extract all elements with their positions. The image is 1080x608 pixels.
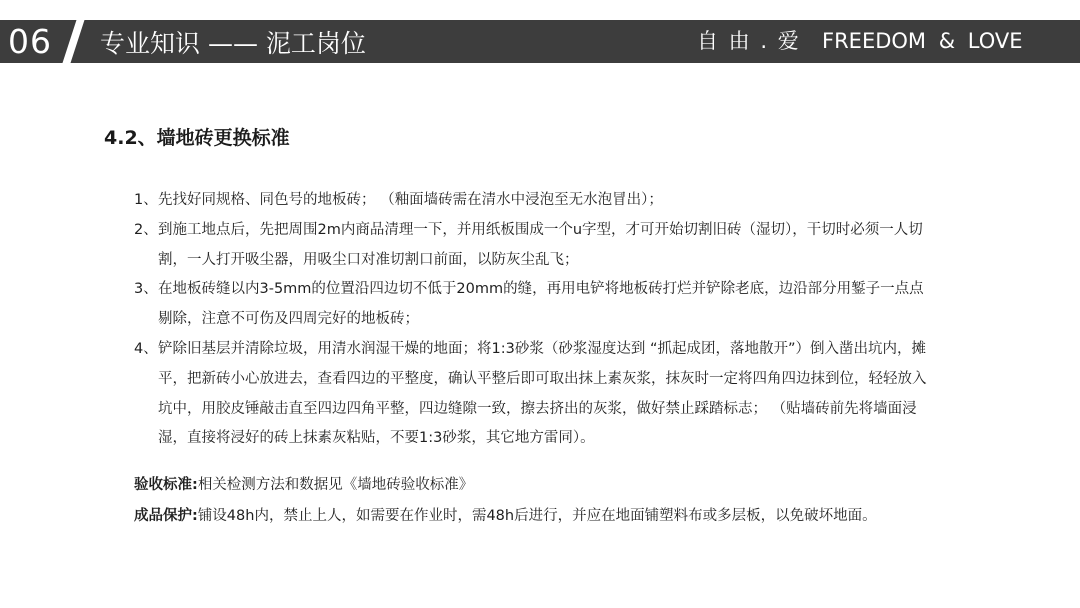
step-item bbox=[134, 335, 934, 454]
motto-chinese: 自 由 . 爱 bbox=[697, 29, 801, 53]
step-text: 先找好同规格、同色号的地板砖； （釉面墙砖需在清水中浸泡至无水泡冒出）； bbox=[158, 192, 663, 208]
step-item bbox=[134, 216, 934, 276]
acceptance-standard bbox=[134, 470, 954, 501]
step-item bbox=[134, 186, 934, 216]
product-protection bbox=[134, 501, 954, 532]
acceptance-text: 相关检测方法和数据见《墙地砖验收标准》 bbox=[197, 477, 474, 493]
acceptance-label: 验收标准: bbox=[134, 477, 198, 493]
motto-english: FREEDOM & LOVE bbox=[822, 29, 1023, 53]
step-text: 在地板砖缝以内3-5mm的位置沿四边切不低于20mm的缝，再用电铲将地板砖打烂并铲除老底，边沿部分用錾子一点点剔除，注意不可伤及四周完好的地板砖； bbox=[158, 281, 924, 328]
step-number: 2、 bbox=[134, 221, 158, 238]
page-title: 专业知识 —— 泥工岗位 bbox=[100, 29, 366, 58]
protection-text: 铺设48h内，禁止上人，如需要在作业时，需48h后进行，并应在地面铺塑料布或多层板，以免破坏地面。 bbox=[197, 508, 877, 524]
step-item bbox=[134, 275, 934, 335]
step-number: 3、 bbox=[134, 281, 158, 298]
section-heading: 4.2、墙地砖更换标准 bbox=[104, 127, 290, 149]
step-text: 铲除旧基层并清除垃圾，用清水润湿干燥的地面；将1:3砂浆（砂浆湿度达到 “抓起成团，落地散开”）倒入凿出坑内，摊平，把新砖小心放进去，查看四边的平整度，确认平整后即可取出抹上素灰浆，抹灰时一定将四角四边抹到位，轻轻放入坑中，用胶皮锤敲击直至四边四角平整，四边缝隙一致，擦去挤出的灰浆，做好禁止踩踏标志； （贴墙砖前先将墙面浸湿，直接将浸好的砖上抹素灰粘贴，不要1:3砂浆，其它地方雷同）。 bbox=[158, 340, 927, 447]
notes-block bbox=[134, 470, 954, 532]
step-list bbox=[134, 186, 934, 454]
protection-label: 成品保护: bbox=[134, 508, 198, 524]
step-number: 1、 bbox=[134, 192, 158, 208]
section-number: 06 bbox=[8, 22, 52, 61]
step-number: 4、 bbox=[134, 340, 158, 357]
step-text: 到施工地点后，先把周围2m内商品清理一下，并用纸板围成一个u字型，才可开始切割旧砖（湿切），干切时必须一人切割，一人打开吸尘器，用吸尘口对准切割口前面，以防灰尘乱飞； bbox=[158, 221, 923, 268]
